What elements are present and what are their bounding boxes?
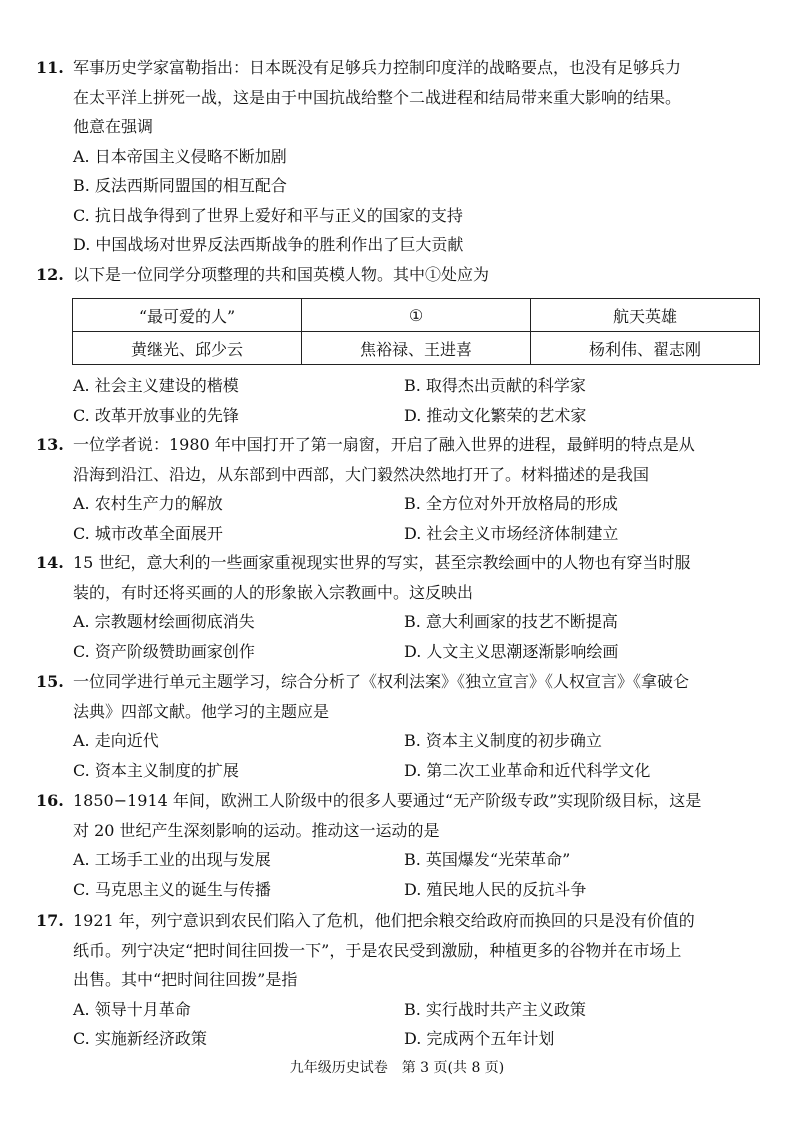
question-number: 17.: [36, 911, 64, 930]
table-cell: 焦裕禄、王进喜: [302, 332, 531, 365]
question-stem: 11. 军事历史学家富勒指出：日本既没有足够兵力控制印度洋的战略要点，也没有足够兵力: [36, 53, 766, 83]
question-13: [36, 430, 766, 548]
option-row: [36, 371, 766, 401]
question-stem-line: 对 20 世纪产生深刻影响的运动。推动这一运动的是: [73, 820, 440, 840]
question-stem: 13. 一位学者说：1980 年中国打开了第一扇窗，开启了融入世界的进程，最鲜明的特点是从: [36, 430, 766, 460]
question-15: [36, 667, 766, 785]
option-row: [36, 845, 766, 875]
option-row: [36, 995, 766, 1025]
table-row: [73, 299, 760, 332]
option-a: A. 工场手工业的出现与发展: [73, 850, 271, 869]
question-stem: 16. 1850−1914 年间，欧洲工人阶级中的很多人要通过“无产阶级专政”实现阶级目标，这是: [36, 786, 766, 816]
page-footer: 九年级历史试卷 第 3 页(共 8 页): [289, 1060, 505, 1076]
question-14: [36, 548, 766, 666]
option-d: D. 人文主义思潮逐渐影响绘画: [404, 641, 619, 661]
table-cell: “最可爱的人”: [73, 299, 302, 332]
question-stem-line: 沿海到沿江、沿边，从东部到中西部，大门毅然决然地打开了。材料描述的是我国: [73, 464, 650, 484]
option-a: A. 走向近代: [73, 731, 159, 750]
option-row: [36, 756, 766, 786]
option-c: C. 抗日战争得到了世界上爱好和平与正义的国家的支持: [73, 205, 463, 225]
option-d: D. 殖民地人民的反抗斗争: [404, 879, 587, 899]
option-row: [36, 401, 766, 431]
question-stem-line: 出售。其中“把时间往回拨”是指: [73, 970, 298, 989]
question-number: 15.: [36, 672, 64, 691]
table-cell: 杨利伟、翟志刚: [531, 332, 760, 365]
table-row: [73, 332, 760, 365]
option-c: C. 马克思主义的诞生与传播: [73, 879, 271, 899]
question-12-options: [36, 371, 766, 430]
option-b: B. 取得杰出贡献的科学家: [404, 376, 586, 395]
question-stem-line: 他意在强调: [73, 117, 154, 136]
option-c: C. 资产阶级赞助画家创作: [73, 641, 255, 661]
question-17: [36, 906, 766, 1054]
hero-table: [72, 298, 760, 365]
question-16: [36, 786, 766, 904]
option-b: B. 意大利画家的技艺不断提高: [404, 612, 618, 631]
option-row: [36, 1024, 766, 1054]
option-d: D. 第二次工业革命和近代科学文化: [404, 760, 651, 780]
option-d: D. 中国战场对世界反法西斯战争的胜利作出了巨大贡献: [73, 235, 464, 254]
option-c: C. 资本主义制度的扩展: [73, 760, 239, 780]
option-row: [36, 489, 766, 519]
option-b: B. 全方位对外开放格局的形成: [404, 494, 618, 513]
question-stem-line: 在太平洋上拼死一战，这是由于中国抗战给整个二战进程和结局带来重大影响的结果。: [73, 87, 682, 107]
table-cell: 航天英雄: [531, 299, 760, 332]
option-row: [36, 726, 766, 756]
option-b: B. 反法西斯同盟国的相互配合: [73, 176, 287, 195]
option-row: [36, 637, 766, 667]
question-stem: 12. 以下是一位同学分项整理的共和国英模人物。其中①处应为: [36, 260, 766, 290]
option-a: A. 领导十月革命: [73, 999, 191, 1019]
question-stem: 14. 15 世纪，意大利的一些画家重视现实世界的写实，甚至宗教绘画中的人物也有穿当时服: [36, 548, 766, 578]
option-c: C. 城市改革全面展开: [73, 523, 223, 543]
option-row: [36, 875, 766, 905]
question-stem: 17. 1921 年，列宁意识到农民们陷入了危机，他们把余粮交给政府而换回的只是没有价值的: [36, 906, 766, 936]
question-11: [36, 53, 766, 260]
question-stem-line: 纸币。列宁决定“把时间往回拨一下”，于是农民受到激励，种植更多的谷物并在市场上: [73, 940, 682, 960]
option-d: D. 社会主义市场经济体制建立: [404, 523, 619, 543]
question-number: 12.: [36, 265, 64, 284]
table-cell: ①: [302, 299, 531, 332]
question-stem-line: 法典》四部文献。他学习的主题应是: [73, 701, 330, 721]
question-stem-line: 装的，有时还将买画的人的形象嵌入宗教画中。这反映出: [73, 582, 474, 602]
question-number: 11.: [36, 58, 64, 77]
question-number: 16.: [36, 791, 64, 810]
option-b: B. 实行战时共产主义政策: [404, 999, 586, 1019]
option-c: C. 实施新经济政策: [73, 1029, 207, 1048]
option-a: A. 宗教题材绘画彻底消失: [73, 612, 255, 631]
question-number: 13.: [36, 435, 64, 454]
option-row: [36, 607, 766, 637]
option-row: [36, 519, 766, 549]
option-d: D. 完成两个五年计划: [404, 1029, 555, 1048]
option-a: A. 日本帝国主义侵略不断加剧: [73, 146, 287, 166]
option-d: D. 推动文化繁荣的艺术家: [404, 405, 587, 425]
option-c: C. 改革开放事业的先锋: [73, 405, 239, 425]
option-b: B. 资本主义制度的初步确立: [404, 731, 602, 750]
option-a: A. 农村生产力的解放: [73, 494, 223, 513]
option-b: B. 英国爆发“光荣革命”: [404, 850, 571, 869]
question-stem: 15. 一位同学进行单元主题学习，综合分析了《权利法案》《独立宣言》《人权宣言》《拿破仑: [36, 667, 766, 697]
option-a: A. 社会主义建设的楷模: [73, 376, 239, 395]
question-12: [36, 260, 766, 290]
question-number: 14.: [36, 553, 64, 572]
table-cell: 黄继光、邱少云: [73, 332, 302, 365]
